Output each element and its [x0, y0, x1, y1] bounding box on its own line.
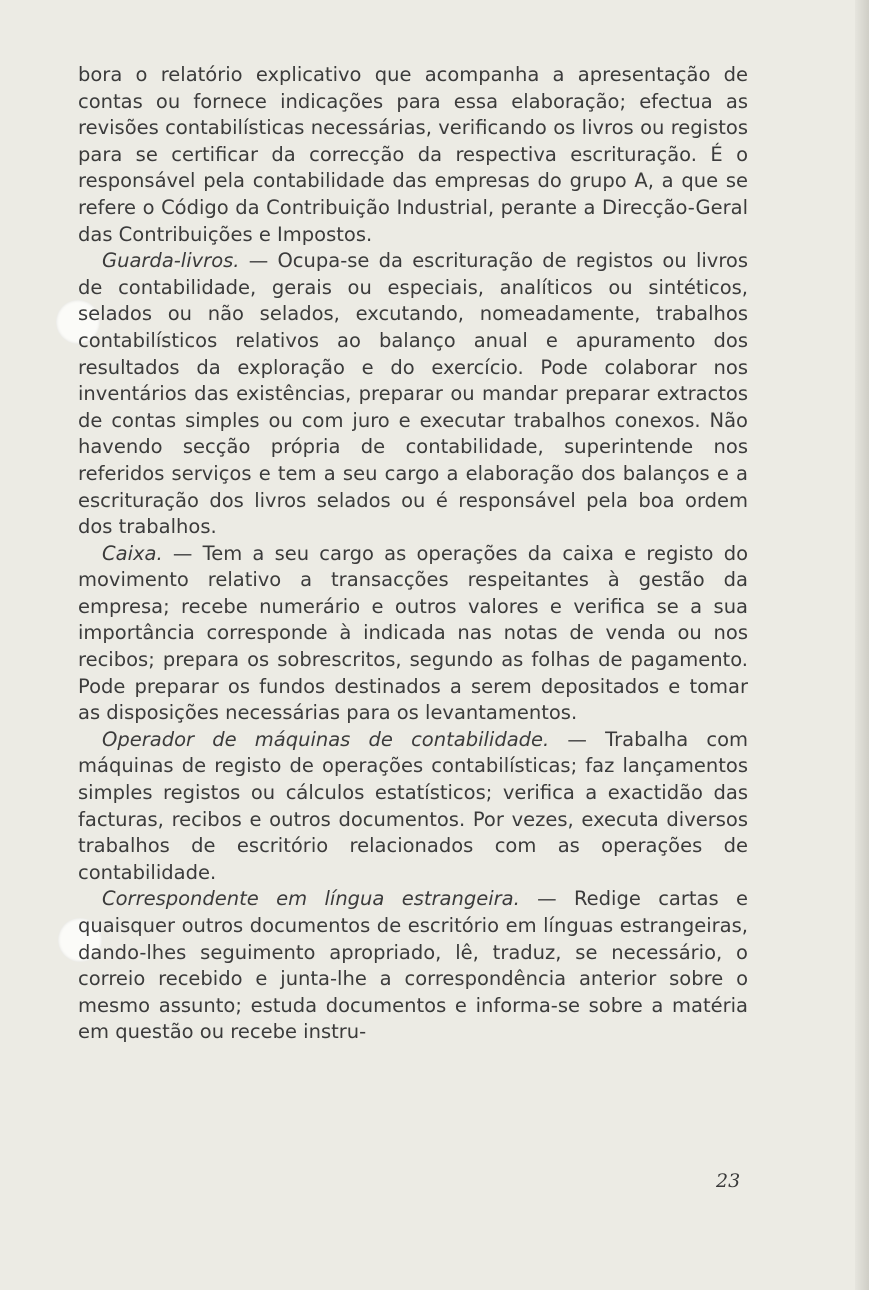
paragraph-guarda-livros: [78, 248, 748, 541]
paragraph-term: Correspondente em língua estrangeira.: [102, 887, 520, 911]
page-number: 23: [716, 1170, 741, 1192]
paragraph-text: bora o relatório explicativo que acompanha a apresentação de contas ou fornece indicações para essa elaboração; efectua as revisões contabilísticas necessárias, verificando os livros ou registos para se certificar da correcção da respectiva escrituração. É o responsável pela contabilidade das empresas do grupo A, a que se refere o Código da Contribuição Industrial, perante a Direcção-Geral das Contribuições e Impostos.: [78, 63, 748, 246]
page-edge: [855, 0, 869, 1290]
body-text: [78, 62, 748, 1046]
paragraph-text: — Tem a seu cargo as operações da caixa e registo do movimento relativo a transacções respeitantes à gestão da empresa; recebe numerário e outros valores e verifica se a sua importância corresponde à indicada nas notas de venda ou nos recibos; prepara os sobrescritos, segundo as folhas de pagamento. Pode preparar os fundos destinados a serem depositados e tomar as disposições necessárias para os levantamentos.: [78, 541, 748, 725]
paragraph-continuation: [78, 62, 748, 248]
paragraph-text: — Trabalha com máquinas de registo de operações contabilísticas; faz lançamentos simples registos ou cálculos estatísticos; verifica a exactidão das facturas, recibos e outros documentos. Por vezes, executa diversos trabalhos de escritório relacionados com as operações de contabilidade.: [78, 727, 749, 884]
paragraph-caixa: [78, 541, 748, 727]
paragraph-term: Operador de máquinas de contabilidade.: [102, 727, 550, 751]
paragraph-operador: [78, 727, 748, 887]
paragraph-term: Guarda-livros.: [102, 249, 240, 273]
paragraph-text: — Ocupa-se da escrituração de registos ou livros de contabilidade, gerais ou especiais, analíticos ou sintéticos, selados ou não selados, excutando, nomeadamente, trabalhos contabilísticos relativos ao balanço anual e apuramento dos resultados da exploração e do exercício. Pode colaborar nos inventários das existências, preparar ou mandar preparar extractos de contas simples ou com juro e executar trabalhos conexos. Não havendo secção própria de contabilidade, superintende nos referidos serviços e tem a seu cargo a elaboração dos balanços e a escrituração dos livros selados ou é responsável pela boa ordem dos trabalhos.: [78, 249, 748, 539]
paragraph-term: Caixa.: [102, 541, 163, 565]
paragraph-text: — Redige cartas e quaisquer outros documentos de escritório em línguas estrangeiras, dando-lhes seguimento apropriado, lê, traduz, se necessário, o correio recebido e junta-lhe a correspondência anterior sobre o mesmo assunto; estuda documentos e informa-se sobre a matéria em questão ou recebe instru-: [78, 887, 748, 1044]
paragraph-correspondente: [78, 886, 748, 1046]
